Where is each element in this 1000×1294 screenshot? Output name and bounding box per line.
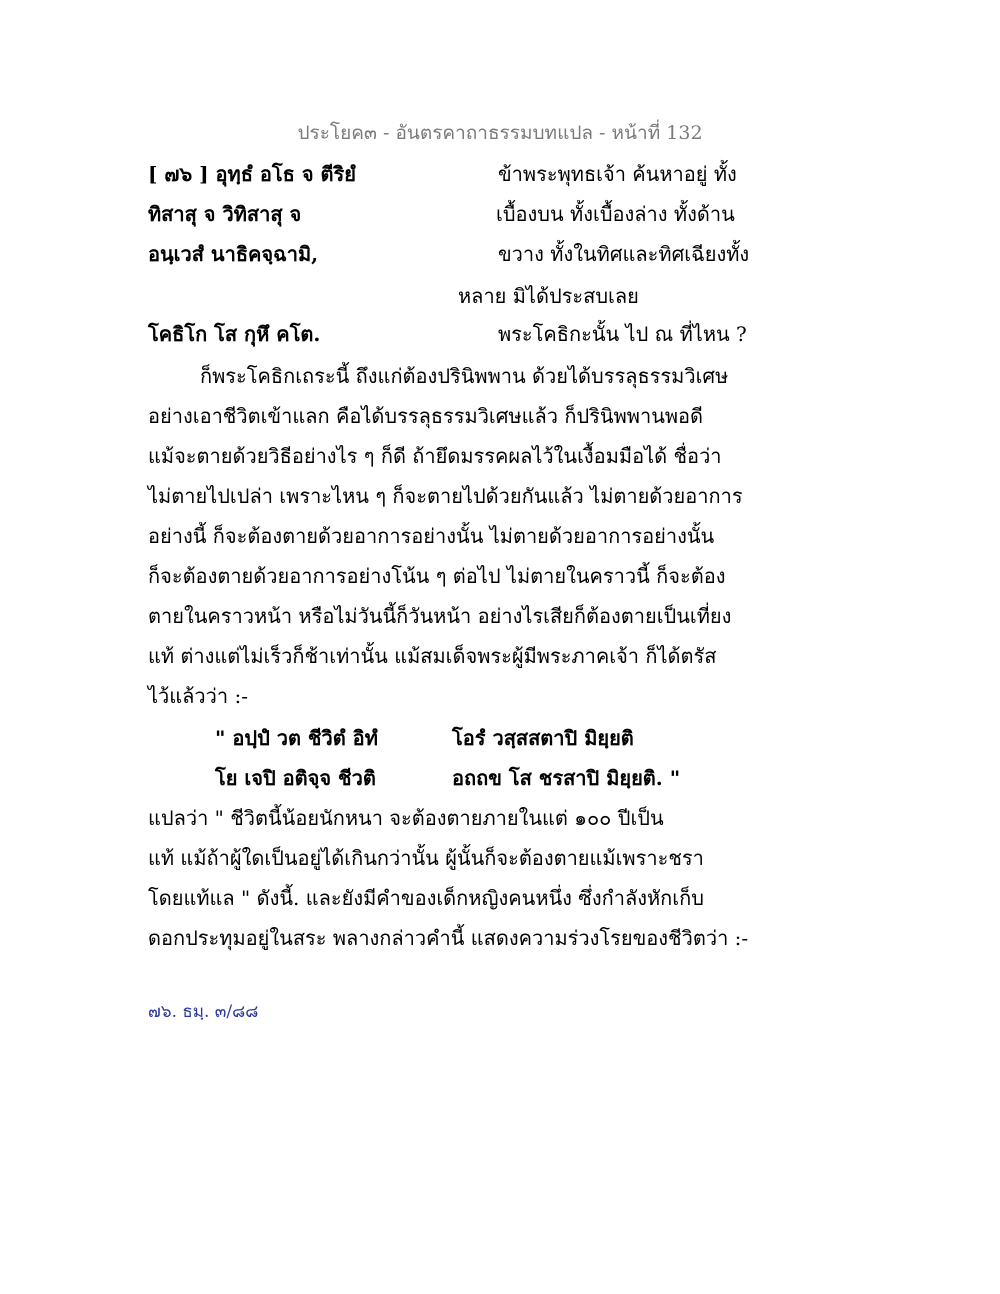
- pali-line: อนฺเวสํ นาธิคจฺฉามิ,: [148, 242, 319, 266]
- pali-line: ทิสาสุ จ วิทิสาสุ จ: [148, 202, 302, 226]
- paragraph-line: ก็พระโคธิกเถระนี้ ถึงแก่ต้องปรินิพพาน ด้วยได้บรรลุธรรมวิเศษ: [200, 364, 729, 388]
- translation-paragraph-line: แท้ แม้ถ้าผู้ใดเป็นอยู่ได้เกินกว่านั้น ผู้นั้นก็จะต้องตายแม้เพราะชรา: [148, 846, 704, 870]
- paragraph-line: ก็จะต้องตายด้วยอาการอย่างโน้น ๆ ต่อไป ไม่ตายในคราวนี้ ก็จะต้อง: [148, 564, 726, 588]
- paragraph-line: ไว้แล้วว่า :-: [148, 684, 248, 708]
- translation-line: พระโคธิกะนั้น ไป ณ ที่ไหน ?: [498, 322, 747, 346]
- paragraph-line: ไม่ตายไปเปล่า เพราะไหน ๆ ก็จะตายไปด้วยกันแล้ว ไม่ตายด้วยอาการ: [148, 484, 743, 508]
- page-header: ประโยค๓ - อันตรคาถาธรรมบทแปล - หน้าที่ 132: [297, 122, 703, 144]
- verse-line-left: โย เจปิ อติจฺจ ชีวติ: [215, 766, 376, 790]
- pali-line: โคธิโก โส กุหึ คโต.: [148, 322, 321, 346]
- paragraph-line: แท้ ต่างแต่ไม่เร็วก็ช้าเท่านั้น แม้สมเด็จพระผู้มีพระภาคเจ้า ก็ได้ตรัส: [148, 644, 717, 668]
- translation-paragraph-line: แปลว่า " ชีวิตนี้น้อยนักหนา จะต้องตายภายในแต่ ๑๐๐ ปีเป็น: [148, 806, 664, 830]
- translation-paragraph-line: ดอกประทุมอยู่ในสระ พลางกล่าวคำนี้ แสดงความร่วงโรยของชีวิตว่า :-: [148, 926, 749, 950]
- verse-line-right: โอรํ วสฺสสตาปิ มิยฺยติ: [452, 726, 634, 750]
- paragraph-line: อย่างนี้ ก็จะต้องตายด้วยอาการอย่างนั้น ไม่ตายด้วยอาการอย่างนั้น: [148, 524, 715, 548]
- paragraph-line: แม้จะตายด้วยวิธีอย่างไร ๆ ก็ดี ถ้ายึดมรรคผลไว้ในเงื้อมมือได้ ชื่อว่า: [148, 444, 722, 468]
- translation-line: เบื้องบน ทั้งเบื้องล่าง ทั้งด้าน: [496, 202, 735, 226]
- footnote: ๗๖. ธมฺ. ๓/๘๘: [148, 1002, 259, 1022]
- translation-line: หลาย มิได้ประสบเลย: [458, 284, 639, 308]
- verse-line-left: " อปฺปํ วต ชีวิตํ อิทํ: [215, 726, 378, 750]
- verse-line-right: อถถข โส ชรสาปิ มิยฺยติ. ": [452, 766, 681, 790]
- pali-line: [ ๗๖ ] อุทฺธํ อโธ จ ตีริยํ: [148, 162, 356, 186]
- paragraph-line: อย่างเอาชีวิตเข้าแลก คือได้บรรลุธรรมวิเศษแล้ว ก็ปรินิพพานพอดี: [148, 404, 704, 428]
- paragraph-line: ตายในคราวหน้า หรือไม่วันนี้ก็วันหน้า อย่างไรเสียก็ต้องตายเป็นเที่ยง: [148, 604, 732, 628]
- translation-line: ขวาง ทั้งในทิศและทิศเฉียงทั้ง: [498, 242, 750, 266]
- translation-line: ข้าพระพุทธเจ้า ค้นหาอยู่ ทั้ง: [498, 162, 737, 186]
- translation-paragraph-line: โดยแท้แล " ดังนี้. และยังมีคำของเด็กหญิงคนหนึ่ง ซึ่งกำลังหักเก็บ: [148, 886, 704, 910]
